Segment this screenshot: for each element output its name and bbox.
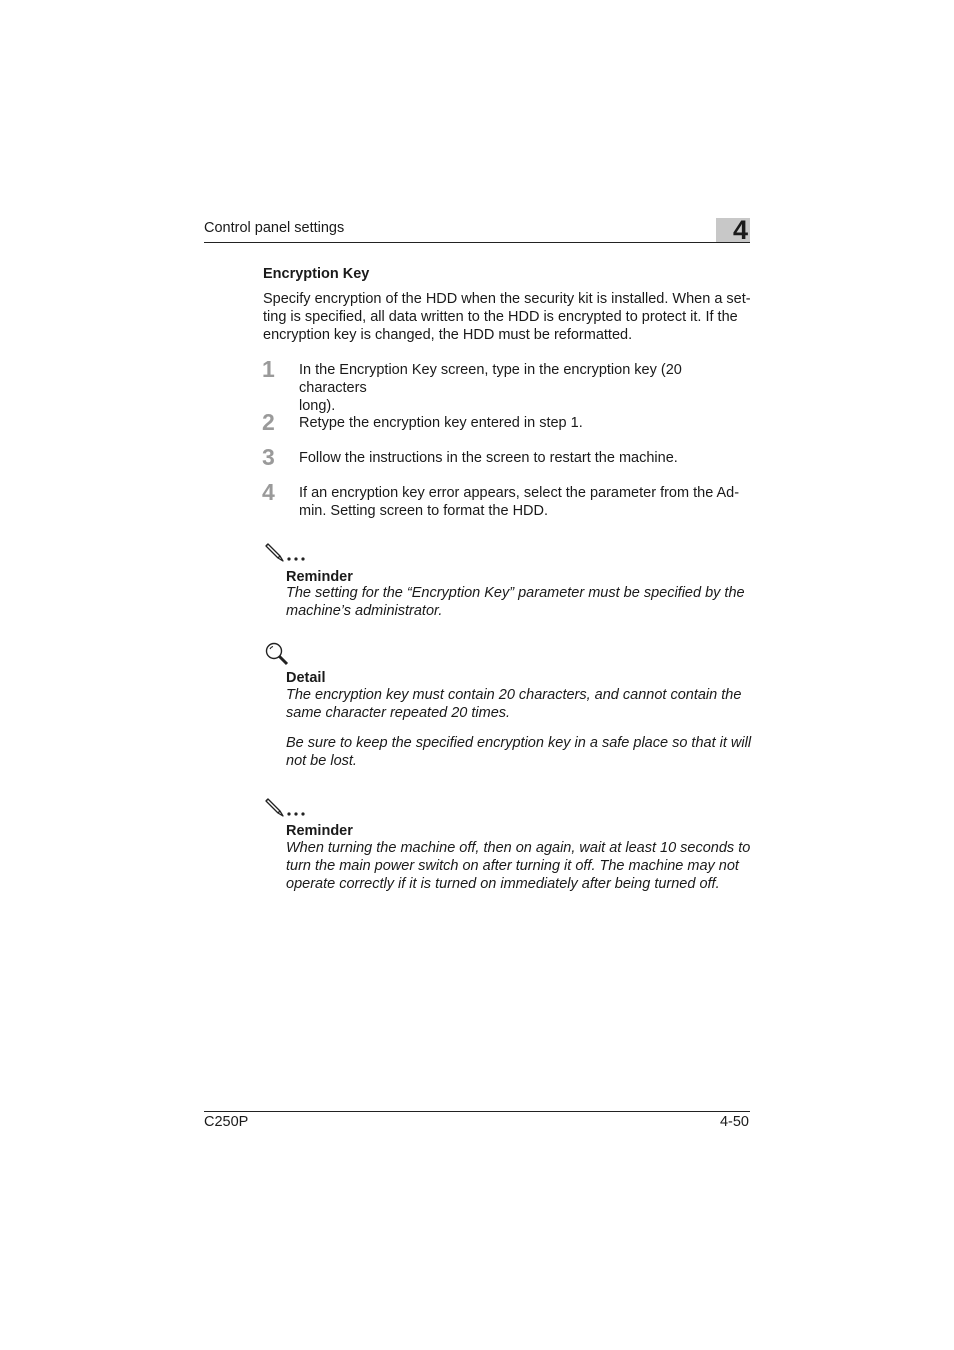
step-text — [299, 485, 751, 521]
intro-line: encryption key is changed, the HDD must be reformatted. — [263, 326, 633, 343]
step-line: Follow the instructions in the screen to restart the machine. — [299, 450, 678, 466]
detail-text — [286, 735, 752, 771]
header-rule — [204, 242, 750, 243]
footer-model: C250P — [204, 1114, 249, 1130]
step-number: 3 — [262, 444, 275, 470]
detail-label: Detail — [286, 670, 326, 686]
intro-paragraph — [263, 291, 751, 344]
step-number: 2 — [262, 409, 275, 435]
step-line: min. Setting screen to format the HDD. — [299, 502, 549, 519]
section-title: Encryption Key — [263, 266, 370, 282]
intro-line: ting is specified, all data written to the HDD is encrypted to protect it. If the — [263, 308, 738, 325]
step-line: If an encryption key error appears, select the parameter from the Ad- — [299, 485, 740, 501]
step-number: 4 — [262, 479, 275, 505]
note-line: turn the main power switch on after turning it off. The machine may not — [286, 857, 739, 874]
footer-rule — [204, 1111, 750, 1112]
step-line: Retype the encryption key entered in step 1. — [299, 415, 583, 431]
note-line: The setting for the “Encryption Key” parameter must be specified by the — [286, 585, 745, 601]
pencil-icon — [264, 540, 310, 569]
step-number: 1 — [262, 356, 275, 382]
note-line: operate correctly if it is turned on immediately after being turned off. — [286, 875, 720, 892]
running-header: Control panel settings — [204, 220, 345, 236]
reminder-label: Reminder — [286, 823, 353, 839]
detail-text — [286, 687, 752, 723]
chapter-number: 4 — [732, 215, 748, 245]
magnifier-icon — [264, 641, 290, 672]
step-text — [299, 450, 751, 468]
note-line: Be sure to keep the specified encryption key in a safe place so that it will — [286, 735, 752, 751]
note-line: same character repeated 20 times. — [286, 704, 511, 721]
reminder-label: Reminder — [286, 569, 353, 585]
note-line: not be lost. — [286, 752, 357, 769]
note-line: When turning the machine off, then on again, wait at least 10 seconds to — [286, 840, 751, 856]
page-number: 4-50 — [719, 1114, 749, 1130]
step-text — [299, 362, 751, 415]
intro-line: Specify encryption of the HDD when the security kit is installed. When a set- — [263, 291, 751, 307]
step-text — [299, 415, 751, 433]
note-line: The encryption key must contain 20 characters, and cannot contain the — [286, 687, 742, 703]
pencil-icon — [264, 795, 310, 824]
note-line: machine’s administrator. — [286, 602, 443, 619]
reminder-text — [286, 585, 752, 621]
step-line: long). — [299, 397, 336, 414]
step-line: In the Encryption Key screen, type in the encryption key (20 characters — [299, 362, 682, 396]
reminder-text — [286, 840, 752, 893]
